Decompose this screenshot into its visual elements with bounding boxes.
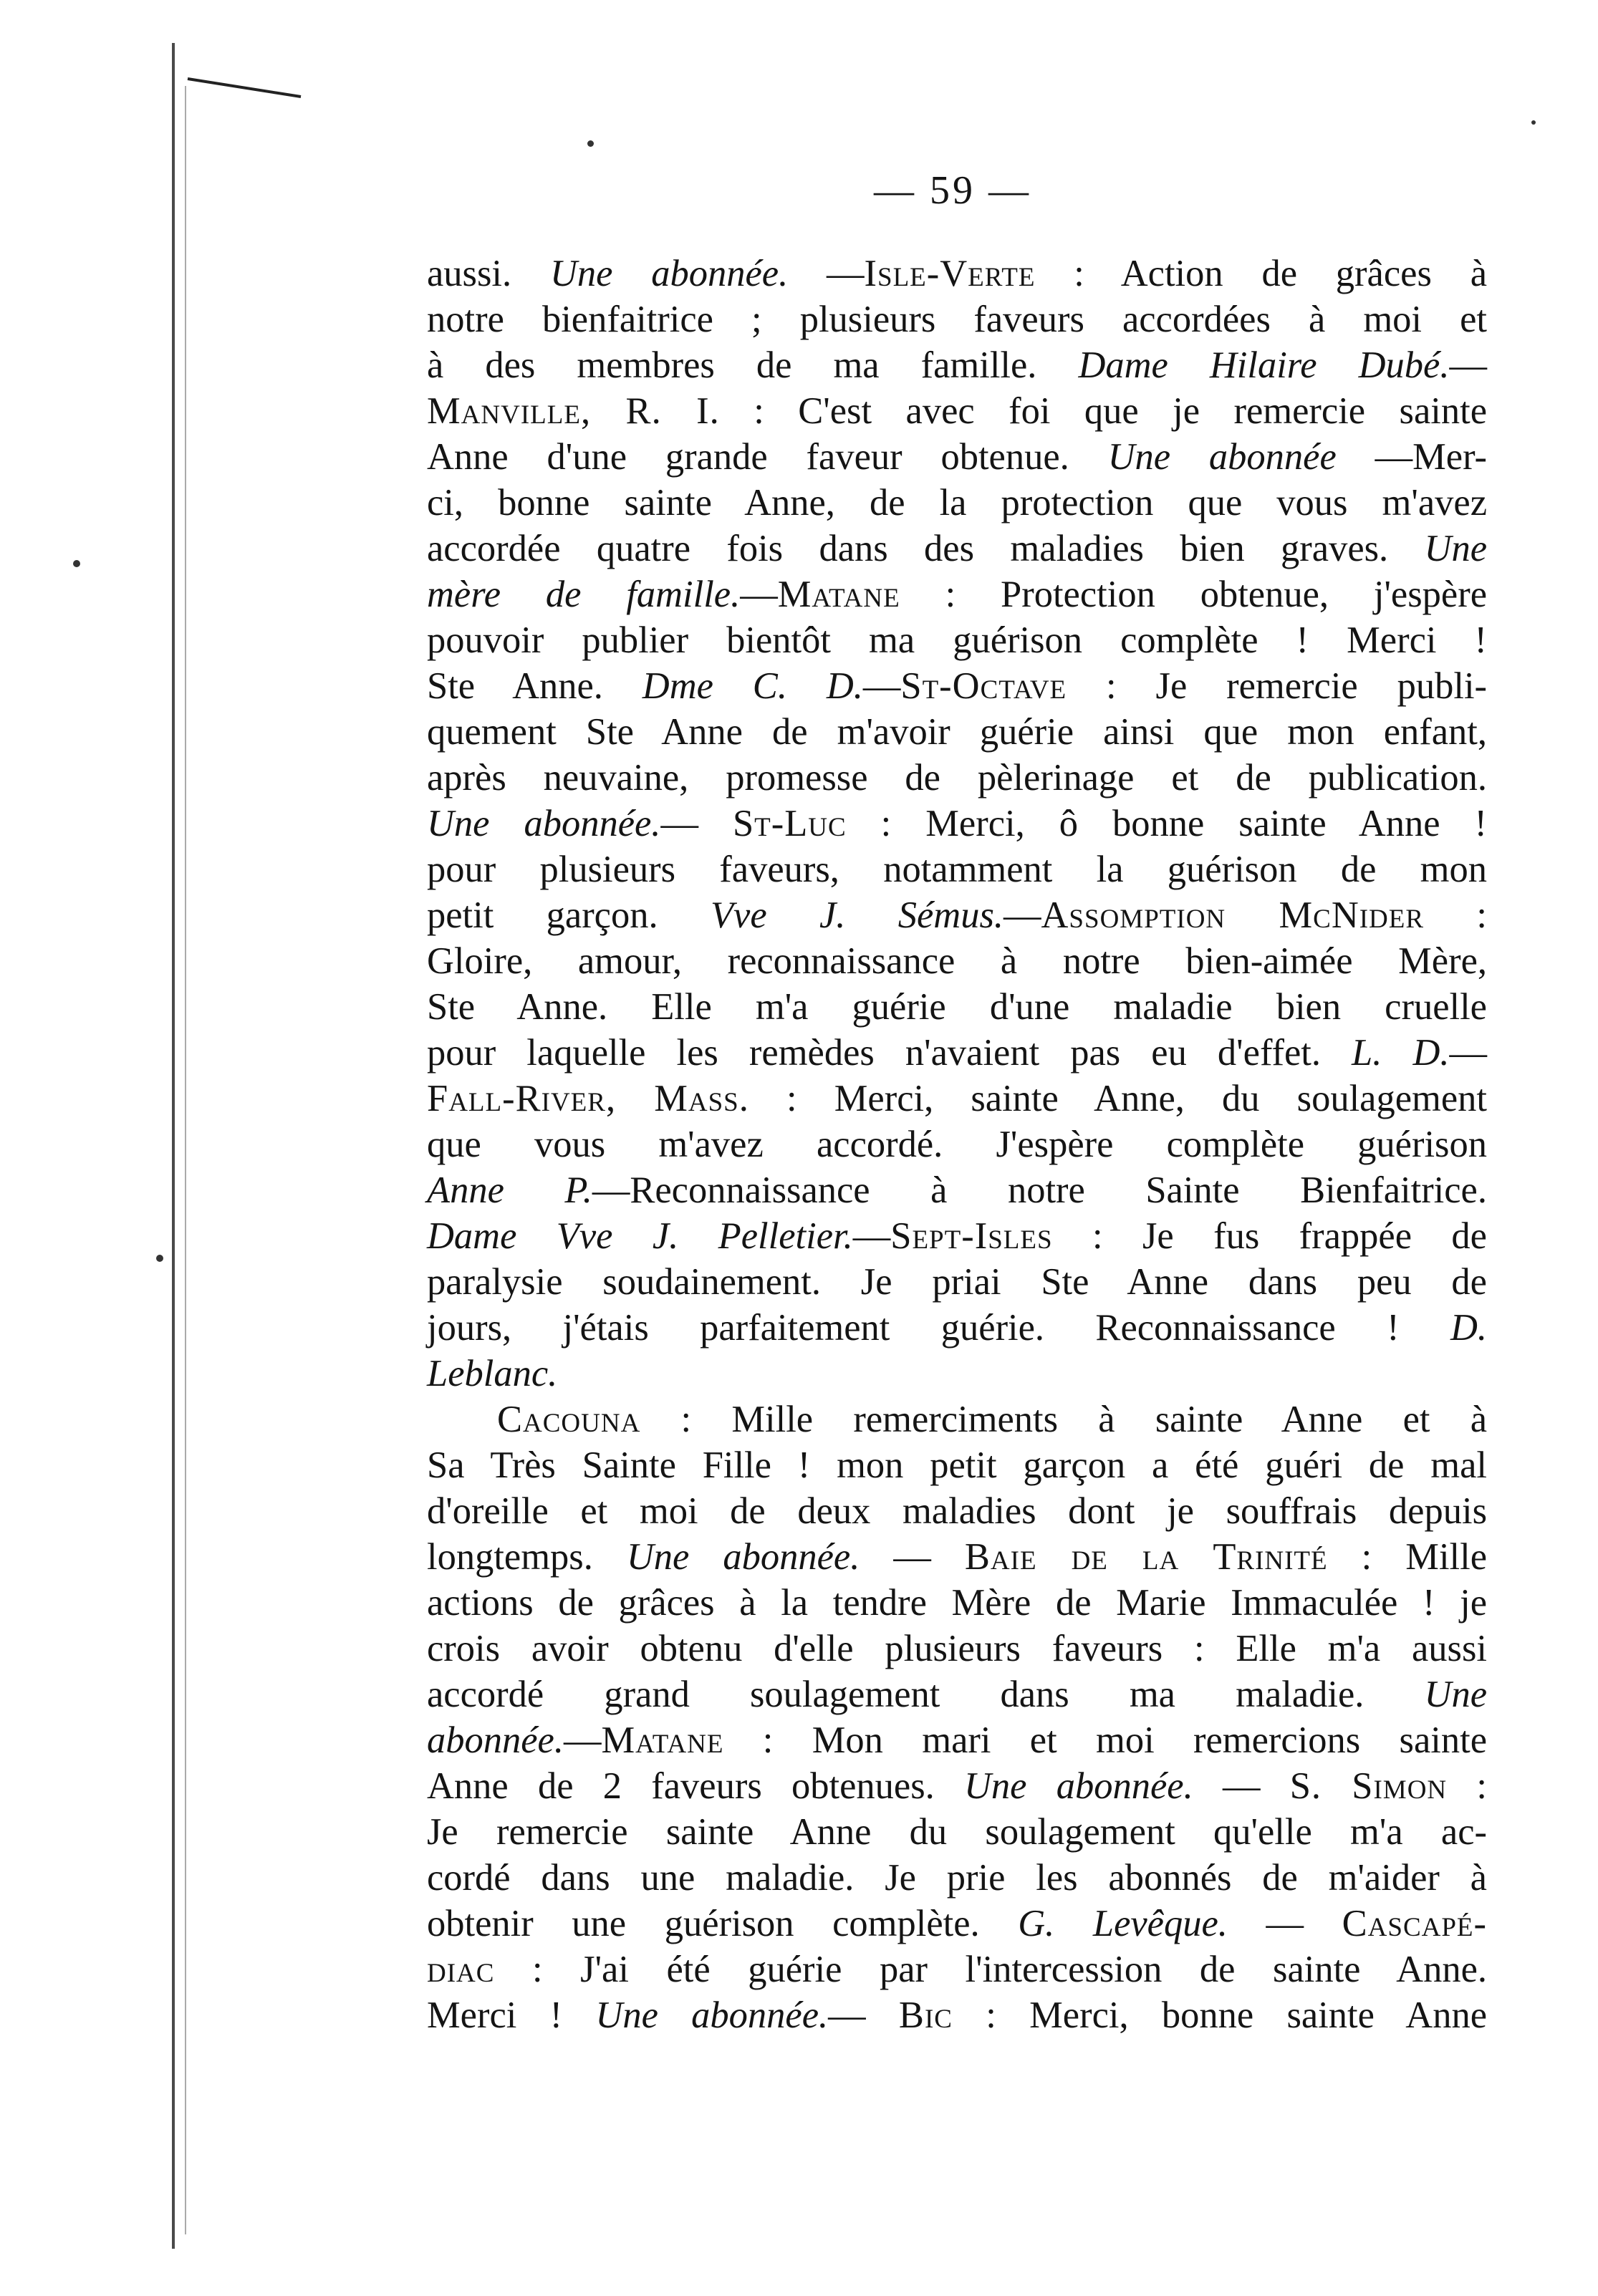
- place-name: Assomption McNider: [1041, 894, 1425, 936]
- text-line: [427, 1167, 1487, 1213]
- text-line: [427, 892, 1487, 938]
- text-line: [427, 1992, 1487, 2038]
- text-run: obtenir une guérison complète.: [427, 1903, 1019, 1944]
- text-line: [427, 755, 1487, 801]
- place-name: Bic: [898, 1994, 953, 2036]
- text-run: : Merci, bonne sainte Anne: [952, 1994, 1487, 2036]
- text-line: [427, 1305, 1487, 1351]
- italic-signature: Une: [1424, 528, 1487, 569]
- text-run: —Mer-: [1336, 436, 1487, 478]
- place-name: Cascapé-: [1342, 1903, 1488, 1944]
- place-name: Cacouna: [497, 1399, 641, 1440]
- text-run: Ste Anne.: [427, 665, 642, 707]
- text-line: [427, 571, 1487, 617]
- place-name: S. Simon: [1289, 1765, 1448, 1807]
- body-text: [427, 251, 1487, 2038]
- italic-signature: L. D.: [1352, 1032, 1450, 1074]
- text-run: Gloire, amour, reconnaissance à notre bien-aimée Mère,: [427, 940, 1487, 982]
- text-run: crois avoir obtenu d'elle plusieurs faveurs : Elle m'a aussi: [427, 1628, 1487, 1669]
- text-line: [427, 296, 1487, 342]
- text-run: Anne de 2 faveurs obtenues.: [427, 1765, 965, 1807]
- text-line: [427, 1809, 1487, 1855]
- italic-signature: Une abonnée.: [427, 803, 661, 844]
- print-speck: [156, 1255, 163, 1262]
- text-run: paralysie soudainement. Je priai Ste Anne dans peu de: [427, 1261, 1487, 1303]
- binding-edge-shadow: [185, 86, 186, 2234]
- text-line: [427, 1717, 1487, 1763]
- text-line: [427, 1397, 1487, 1442]
- text-line: [427, 434, 1487, 480]
- text-line: [427, 1122, 1487, 1167]
- text-run: : Merci, ô bonne sainte Anne !: [846, 803, 1487, 844]
- italic-signature: Une abonnée.: [549, 253, 789, 294]
- text-line: [427, 1076, 1487, 1122]
- text-line: [427, 1947, 1487, 1992]
- text-run: accordée quatre fois dans des maladies bien graves.: [427, 528, 1425, 569]
- text-run: —: [860, 1536, 965, 1578]
- corner-mark: [188, 77, 302, 98]
- text-line: [427, 1672, 1487, 1717]
- text-line: [427, 1580, 1487, 1626]
- text-run: jours, j'étais parfaitement guérie. Reconnaissance !: [427, 1307, 1450, 1349]
- text-line: [427, 1763, 1487, 1809]
- text-line: [427, 1855, 1487, 1901]
- italic-signature: D.: [1450, 1307, 1487, 1349]
- text-line: [427, 938, 1487, 984]
- print-speck: [587, 140, 594, 147]
- text-line: [427, 663, 1487, 709]
- text-run: : Mille remerciments à sainte Anne et à: [640, 1399, 1487, 1440]
- print-speck: [73, 560, 80, 567]
- text-run: : Mon mari et moi remercions sainte: [723, 1719, 1487, 1761]
- text-line: [427, 709, 1487, 755]
- place-name: Matane: [601, 1719, 724, 1761]
- text-run: —: [1227, 1903, 1342, 1944]
- italic-signature: Dame Vve J. Pelletier.: [427, 1215, 853, 1257]
- place-name: diac: [427, 1949, 495, 1990]
- text-line: [427, 388, 1487, 434]
- text-run: :: [1447, 1765, 1487, 1807]
- text-line: [427, 526, 1487, 571]
- text-run: pour plusieurs faveurs, notamment la guérison de mon: [427, 849, 1487, 890]
- text-line: [427, 1626, 1487, 1672]
- text-run: —: [740, 574, 778, 615]
- text-run: : Merci, sainte Anne, du soulagement: [749, 1078, 1488, 1119]
- text-run: : C'est avec foi que je remercie sainte: [719, 390, 1488, 432]
- text-run: —: [660, 803, 733, 844]
- text-run: notre bienfaitrice ; plusieurs faveurs accordées à moi et: [427, 299, 1487, 340]
- italic-signature: G. Levêque.: [1018, 1903, 1228, 1944]
- place-name: Sept-Isles: [890, 1215, 1053, 1257]
- text-line: [427, 846, 1487, 892]
- text-run: : Mille: [1327, 1536, 1488, 1578]
- page-number: — 59 —: [874, 168, 1031, 213]
- text-run: après neuvaine, promesse de pèlerinage et de publication.: [427, 757, 1487, 799]
- text-run: : J'ai été guérie par l'intercession de sainte Anne.: [494, 1949, 1487, 1990]
- text-run: —Reconnaissance à notre Sainte Bienfaitrice.: [592, 1169, 1487, 1211]
- binding-edge-rule: [172, 43, 175, 2249]
- text-run: —: [1193, 1765, 1290, 1807]
- text-run: : Protection obtenue, j'espère: [900, 574, 1487, 615]
- place-name: Isle-Verte: [864, 253, 1036, 294]
- text-run: Merci !: [427, 1994, 596, 2036]
- text-line: [427, 984, 1487, 1030]
- print-speck: [1531, 120, 1536, 125]
- italic-signature: Une abonnée.: [964, 1765, 1193, 1807]
- text-line: [427, 1442, 1487, 1488]
- text-run: ci, bonne sainte Anne, de la protection que vous m'avez: [427, 482, 1487, 524]
- italic-signature: abonnée.: [427, 1719, 564, 1761]
- text-run: Sa Très Sainte Fille ! mon petit garçon a été guéri de mal: [427, 1444, 1487, 1486]
- text-line: [427, 251, 1487, 296]
- text-line: [427, 480, 1487, 526]
- text-line: [427, 1259, 1487, 1305]
- text-run: petit garçon.: [427, 894, 711, 936]
- italic-signature: Une abonnée.: [595, 1994, 829, 2036]
- text-run: —: [852, 1215, 891, 1257]
- text-run: —: [1449, 1032, 1487, 1074]
- text-line: [427, 1488, 1487, 1534]
- text-run: —: [828, 1994, 899, 2036]
- italic-signature: Vve J. Sémus.: [710, 894, 1003, 936]
- place-name: Fall-River, Mass.: [427, 1078, 749, 1119]
- text-run: d'oreille et moi de deux maladies dont je souffrais depuis: [427, 1490, 1487, 1532]
- text-run: Ste Anne. Elle m'a guérie d'une maladie bien cruelle: [427, 986, 1487, 1028]
- italic-signature: Anne P.: [427, 1169, 592, 1211]
- text-line: [427, 617, 1487, 663]
- text-line: [427, 342, 1487, 388]
- text-run: pour laquelle les remèdes n'avaient pas eu d'effet.: [427, 1032, 1352, 1074]
- text-run: Je remercie sainte Anne du soulagement qu'elle m'a ac-: [427, 1811, 1487, 1853]
- italic-signature: Leblanc.: [427, 1353, 558, 1394]
- text-run: quement Ste Anne de m'avoir guérie ainsi que mon enfant,: [427, 711, 1487, 753]
- italic-signature: Une abonnée.: [626, 1536, 860, 1578]
- text-run: que vous m'avez accordé. J'espère complète guérison: [427, 1124, 1487, 1165]
- place-name: St-Luc: [732, 803, 847, 844]
- italic-signature: Dame Hilaire Dubé.: [1078, 344, 1450, 386]
- text-run: —: [563, 1719, 602, 1761]
- text-run: —: [862, 665, 901, 707]
- italic-signature: Une: [1424, 1674, 1487, 1715]
- text-run: à des membres de ma famille.: [427, 344, 1079, 386]
- place-name: Manville, R. I.: [427, 390, 720, 432]
- text-run: longtemps.: [427, 1536, 627, 1578]
- text-run: cordé dans une maladie. Je prie les abonnés de m'aider à: [427, 1857, 1487, 1899]
- text-run: —: [1449, 344, 1487, 386]
- text-line: [427, 1030, 1487, 1076]
- text-run: aussi.: [427, 253, 550, 294]
- text-run: : Action de grâces à: [1035, 253, 1487, 294]
- text-run: pouvoir publier bientôt ma guérison complète ! Merci !: [427, 619, 1487, 661]
- text-line: [427, 1534, 1487, 1580]
- place-name: St-Octave: [900, 665, 1067, 707]
- text-run: : Je remercie publi-: [1067, 665, 1488, 707]
- place-name: Matane: [777, 574, 900, 615]
- italic-signature: Dme C. D.: [642, 665, 863, 707]
- text-run: actions de grâces à la tendre Mère de Marie Immaculée ! je: [427, 1582, 1487, 1624]
- text-run: : Je fus frappée de: [1052, 1215, 1487, 1257]
- text-run: —: [1003, 894, 1041, 936]
- text-line: [427, 801, 1487, 846]
- text-line: [427, 1351, 1487, 1397]
- text-run: accordé grand soulagement dans ma maladie.: [427, 1674, 1425, 1715]
- text-line: [427, 1901, 1487, 1947]
- text-run: :: [1424, 894, 1487, 936]
- text-line: [427, 1213, 1487, 1259]
- italic-signature: Une abonnée: [1107, 436, 1337, 478]
- italic-signature: mère de famille.: [427, 574, 741, 615]
- place-name: Baie de la Trinité: [964, 1536, 1328, 1578]
- text-run: Anne d'une grande faveur obtenue.: [427, 436, 1108, 478]
- text-run: —: [788, 253, 865, 294]
